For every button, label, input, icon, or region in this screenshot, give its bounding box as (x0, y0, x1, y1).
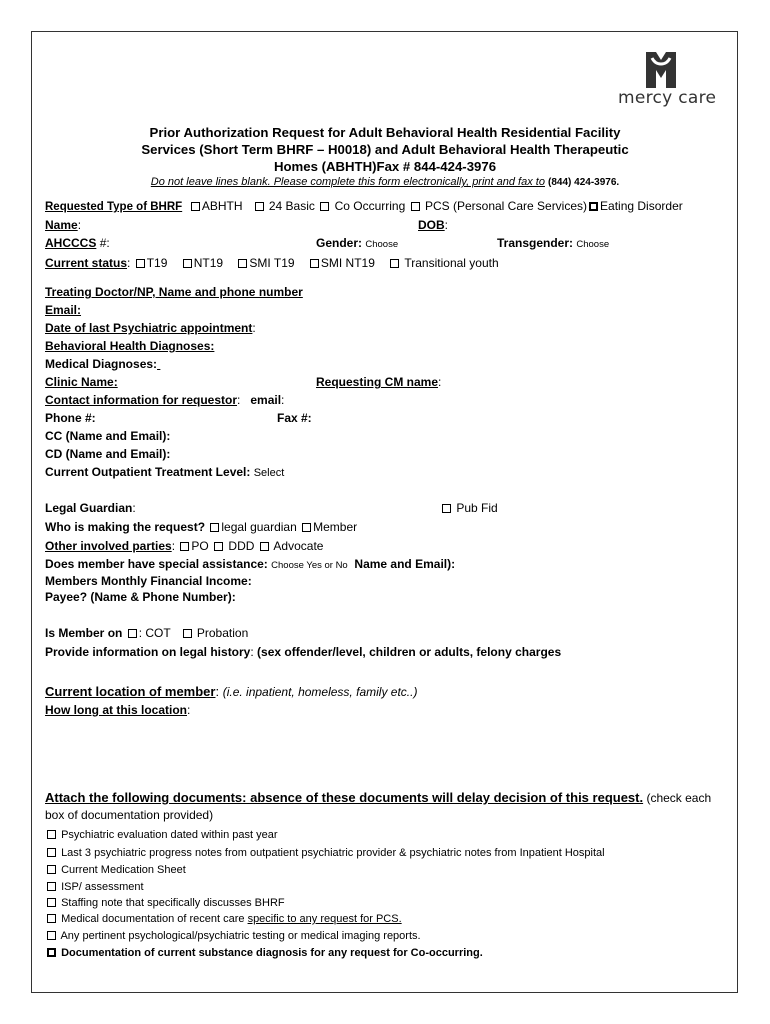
dob-row: DOB: (418, 218, 449, 232)
transitional-youth-checkbox[interactable] (390, 259, 399, 268)
doc-item: Current Medication Sheet (45, 863, 186, 877)
contact-info-row: Contact information for requestor: email: (45, 393, 285, 407)
legal-history-row: Provide information on legal history: (sex offender/level, children or adults, felony charges (45, 645, 562, 659)
po-checkbox[interactable] (180, 542, 189, 551)
doc-checkbox[interactable] (47, 882, 56, 891)
doc-item: Last 3 psychiatric progress notes from outpatient psychiatric provider & psychiatric notes from Inpatient Hospital (45, 846, 605, 860)
fax-label: Fax #: (277, 411, 312, 425)
doc-checkbox[interactable] (47, 914, 56, 923)
treatment-level-row: Current Outpatient Treatment Level: Select (45, 465, 285, 479)
treatment-level-select[interactable]: Select (253, 467, 285, 479)
t19-checkbox[interactable] (136, 259, 145, 268)
gender-row: Gender: Choose (316, 236, 399, 250)
transgender-select[interactable]: Choose (576, 239, 610, 250)
current-location-row: Current location of member: (i.e. inpatient, homeless, family etc..) (45, 684, 418, 699)
special-assist-row: Does member have special assistance: Choose Yes or No Name and Email): (45, 557, 456, 571)
advocate-checkbox[interactable] (260, 542, 269, 551)
other-parties-row: Other involved parties: PO DDD Advocate (45, 539, 324, 553)
smi-nt19-checkbox[interactable] (310, 259, 319, 268)
doc-checkbox[interactable] (47, 848, 56, 857)
cd-label: CD (Name and Email): (45, 447, 171, 461)
doc-item: Medical documentation of recent care specific to any request for PCS. (45, 912, 402, 926)
doc-item: ISP/ assessment (45, 880, 144, 894)
instruction-note: Do not leave lines blank. Please complete this form electronically, print and fax to (844) 424-3976. (150, 176, 620, 188)
24-basic-checkbox[interactable] (255, 202, 264, 211)
doc-checkbox[interactable] (47, 931, 56, 940)
pub-fid-checkbox[interactable] (442, 504, 451, 513)
payee-label: Payee? (Name & Phone Number): (45, 590, 236, 604)
doc-item: Psychiatric evaluation dated within past year (45, 828, 278, 842)
probation-checkbox[interactable] (183, 629, 192, 638)
who-request-row: Who is making the request? legal guardian Member (45, 520, 358, 534)
cc-label: CC (Name and Email): (45, 429, 171, 443)
doc-checkbox[interactable] (47, 865, 56, 874)
clinic-name-label: Clinic Name: (45, 375, 118, 389)
attach-detail-row: box of documentation provided) (45, 808, 214, 822)
requested-type-row: Requested Type of BHRF ABHTH 24 Basic Co Occurring PCS (Personal Care Services) Eating Disorder (45, 199, 683, 213)
eating-disorder-checkbox[interactable] (589, 202, 598, 211)
member-on-checkbox[interactable] (128, 629, 137, 638)
transgender-row: Transgender: Choose (497, 236, 610, 250)
special-assist-select[interactable]: Choose Yes or No (271, 560, 348, 571)
member-on-row: Is Member on : COT Probation (45, 626, 249, 640)
doc-checkbox[interactable] (47, 830, 56, 839)
logo-text: mercy care (618, 88, 717, 108)
nt19-checkbox[interactable] (183, 259, 192, 268)
page-title: Prior Authorization Request for Adult Behavioral Health Residential Facility Services (Short Term BHRF – H0018) and Adult Behavioral Health Therapeutic Homes (ABHTH)Fax # 844-424-3976 (141, 125, 629, 174)
doc-item: Staffing note that specifically discusses BHRF (45, 896, 285, 910)
email-label: Email: (45, 303, 82, 317)
smi-t19-checkbox[interactable] (238, 259, 247, 268)
doc-item: Any pertinent psychological/psychiatric testing or medical imaging reports. (45, 929, 421, 943)
ahcccs-row: AHCCCS #: (45, 236, 110, 250)
last-psych-row: Date of last Psychiatric appointment: (45, 321, 256, 335)
doc-checkbox[interactable] (47, 948, 56, 957)
legal-guardian-checkbox[interactable] (210, 523, 219, 532)
co-occurring-checkbox[interactable] (320, 202, 329, 211)
medical-diagnoses-label: Medical Diagnoses: (45, 357, 158, 371)
pub-fid-row: Pub Fid (440, 501, 498, 516)
phone-label: Phone #: (45, 411, 96, 425)
treating-doctor-label: Treating Doctor/NP, Name and phone number (45, 285, 303, 299)
name-row: Name: (45, 218, 82, 232)
legal-guardian-row: Legal Guardian: (45, 501, 136, 515)
how-long-row: How long at this location: (45, 703, 191, 717)
abhth-checkbox[interactable] (191, 202, 200, 211)
ddd-checkbox[interactable] (214, 542, 223, 551)
doc-checkbox[interactable] (47, 898, 56, 907)
requesting-cm-row: Requesting CM name: (316, 375, 442, 389)
member-checkbox[interactable] (302, 523, 311, 532)
gender-select[interactable]: Choose (365, 239, 399, 250)
attach-row: Attach the following documents: absence of these documents will delay decision of this request. (check each (45, 790, 712, 805)
financial-income-label: Members Monthly Financial Income: (45, 574, 252, 588)
pcs-checkbox[interactable] (411, 202, 420, 211)
doc-item: Documentation of current substance diagnosis for any request for Co-occurring. (45, 946, 483, 960)
current-status-row: Current status: T19 NT19 SMI T19 SMI NT19 Transitional youth (45, 256, 499, 270)
bh-diagnoses-label: Behavioral Health Diagnoses: (45, 339, 215, 353)
